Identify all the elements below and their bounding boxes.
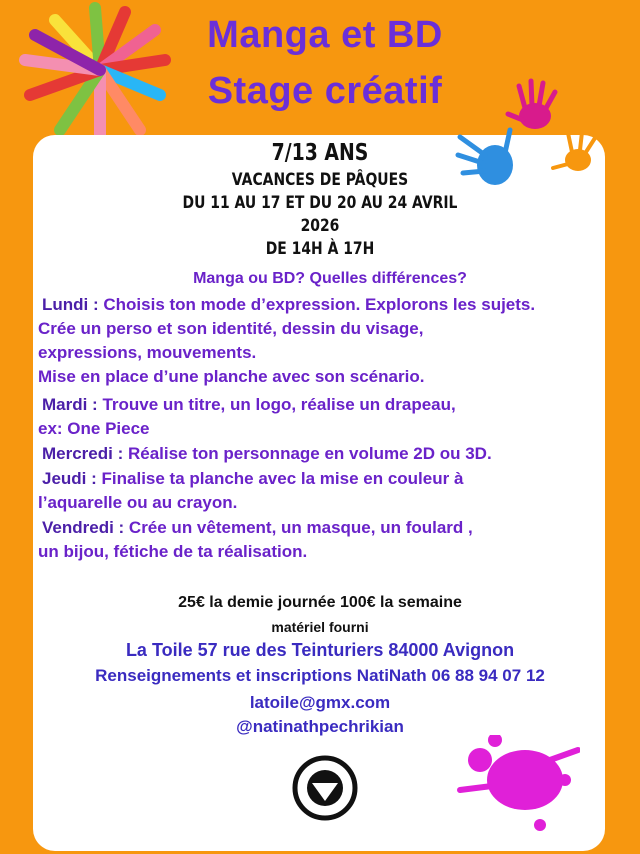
program-line: [38, 419, 150, 439]
day-label: Lundi :: [42, 295, 99, 314]
program-text: Crée un perso et son identité, dessin du visage,: [38, 319, 424, 338]
program-text: Trouve un titre, un logo, réalise un drapeau,: [97, 395, 456, 414]
year: 2026: [300, 216, 340, 236]
program-line: [38, 542, 307, 562]
program-text: expressions, mouvements.: [38, 343, 257, 362]
title-line-1: Manga et BD: [207, 14, 443, 56]
program-line: [42, 518, 473, 538]
registration: Renseignements et inscriptions NatiNath 06 88 94 07 12: [95, 666, 545, 685]
day-label: Mardi :: [42, 395, 98, 414]
program-text: Choisis ton mode d’expression. Explorons les sujets.: [98, 295, 536, 314]
program-line: [42, 469, 463, 489]
program-text: Mise en place d’une planche avec son scénario.: [38, 367, 425, 386]
material-note: matériel fourni: [271, 619, 369, 635]
program-line: [38, 367, 424, 387]
program-text: un bijou, fétiche de ta réalisation.: [38, 542, 308, 561]
price: 25€ la demie journée 100€ la semaine: [178, 594, 462, 611]
program-line: [38, 493, 237, 513]
day-label: Mercredi :: [42, 444, 124, 463]
day-label: Vendredi :: [42, 518, 125, 537]
program-text: l’aquarelle ou au crayon.: [38, 493, 238, 512]
address: La Toile 57 rue des Teinturiers 84000 Avignon: [125, 640, 515, 660]
day-label: Jeudi :: [42, 469, 97, 488]
age-range: 7/13 ANS: [271, 140, 369, 166]
dates: DU 11 AU 17 ET DU 20 AU 24 AVRIL: [182, 193, 458, 213]
program-line: [42, 444, 492, 464]
magenta-paint-splat-icon: [440, 735, 580, 835]
program-text: ex: One Piece: [38, 419, 150, 438]
holiday-label: VACANCES DE PÂQUES: [231, 170, 409, 190]
program-line: [38, 319, 423, 339]
program-text: Finalise ta planche avec la mise en couleur à: [96, 469, 464, 488]
la-toile-logo: [290, 753, 360, 823]
instagram[interactable]: @natinathpechrikian: [236, 717, 404, 736]
program-text: Réalise ton personnage en volume 2D ou 3D.: [123, 444, 492, 463]
hours: DE 14H À 17H: [265, 239, 375, 259]
program-line: [38, 343, 256, 363]
program-line: [42, 395, 456, 415]
program-text: Crée un vêtement, un masque, un foulard ,: [124, 518, 473, 537]
program-line: [42, 295, 535, 315]
title-line-2: Stage créatif: [207, 70, 443, 112]
program-intro: Manga ou BD? Quelles différences?: [193, 270, 467, 287]
email[interactable]: latoile@gmx.com: [249, 693, 391, 712]
